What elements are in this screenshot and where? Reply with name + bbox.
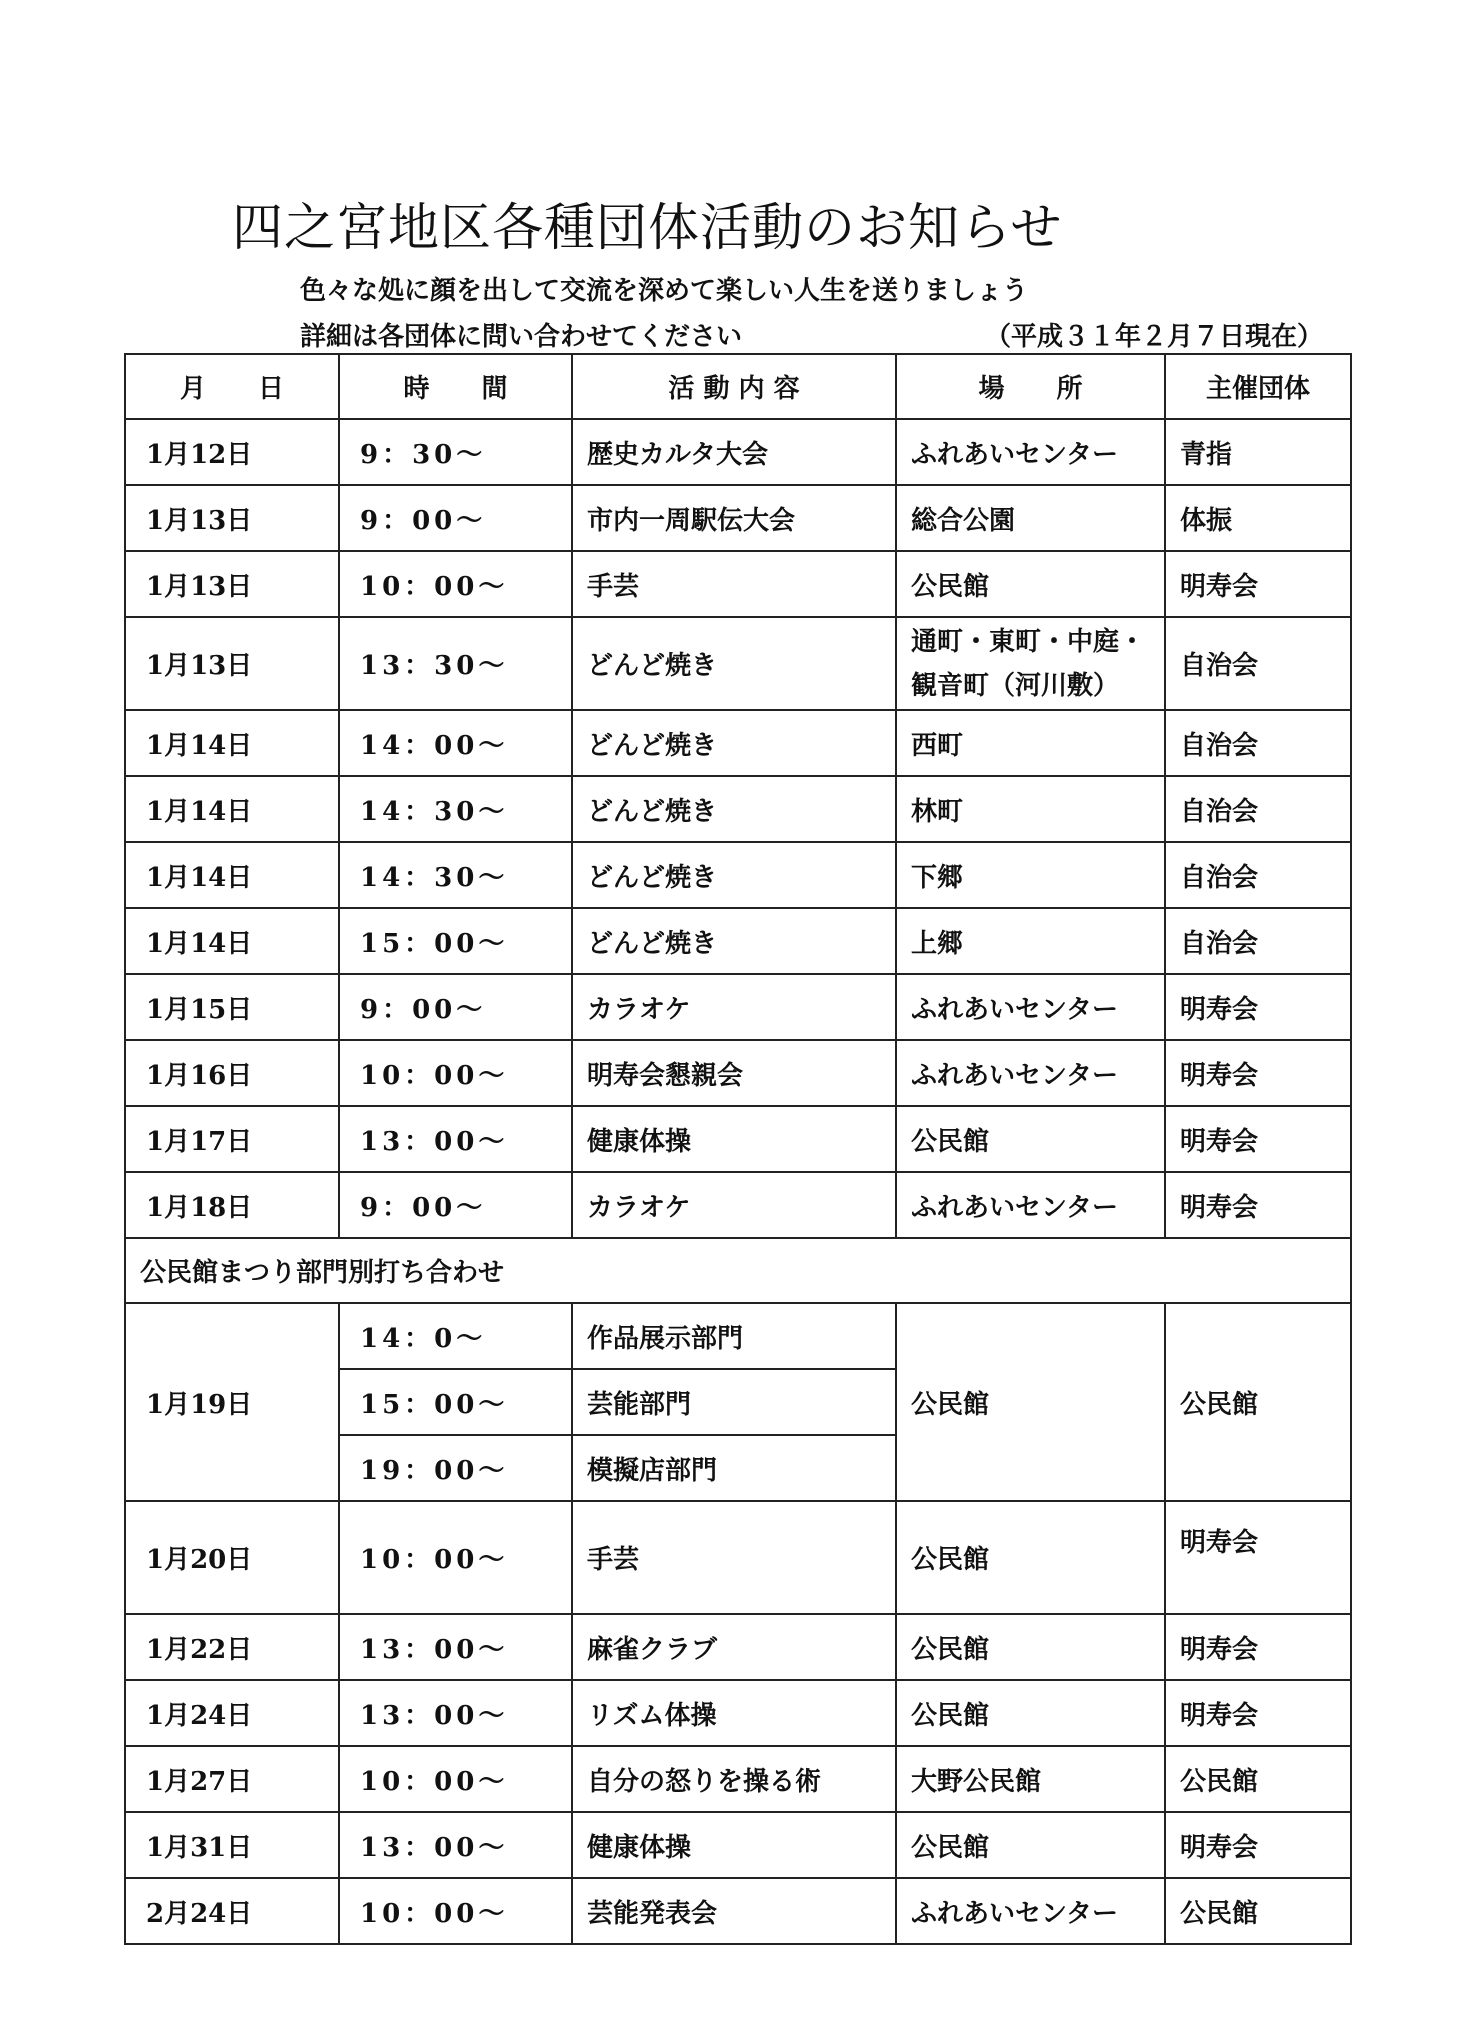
cell-organizer: 公民館	[1165, 1303, 1351, 1501]
as-of-date: （平成３１年２月７日現在）	[985, 322, 1324, 352]
cell-time: 13：00～	[339, 1812, 572, 1878]
cell-date: 1月27日	[125, 1746, 339, 1812]
cell-time: 14：30～	[339, 842, 572, 908]
cell-activity: 健康体操	[572, 1812, 896, 1878]
cell-time: 14：0～	[339, 1303, 572, 1369]
page-title: 四之宮地区各種団体活動のお知らせ	[232, 199, 1063, 258]
cell-organizer: 明寿会	[1165, 1614, 1351, 1680]
cell-time: 13：30～	[339, 617, 572, 710]
place-line: 観音町（河川敷）	[911, 670, 1120, 701]
cell-place: ふれあいセンター	[896, 1040, 1165, 1106]
cell-date: 1月16日	[125, 1040, 339, 1106]
cell-organizer: 明寿会	[1165, 1106, 1351, 1172]
cell-organizer: 明寿会	[1165, 974, 1351, 1040]
cell-place: ふれあいセンター	[896, 419, 1165, 485]
cell-place: 公民館	[896, 1303, 1165, 1501]
cell-time: 14：00～	[339, 710, 572, 776]
cell-place: ふれあいセンター	[896, 974, 1165, 1040]
cell-activity: どんど焼き	[572, 710, 896, 776]
table-row	[125, 1878, 1351, 1944]
table-row	[125, 842, 1351, 908]
cell-date: 1月13日	[125, 485, 339, 551]
cell-organizer: 自治会	[1165, 842, 1351, 908]
cell-activity: 手芸	[572, 1501, 896, 1614]
cell-place: 上郷	[896, 908, 1165, 974]
cell-time: 9：00～	[339, 485, 572, 551]
cell-date: 1月17日	[125, 1106, 339, 1172]
table-row	[125, 551, 1351, 617]
cell-organizer: 明寿会	[1165, 1812, 1351, 1878]
cell-organizer: 体振	[1165, 485, 1351, 551]
cell-organizer: 明寿会	[1165, 551, 1351, 617]
section-label: 公民館まつり部門別打ち合わせ	[125, 1238, 1351, 1303]
table-row	[125, 485, 1351, 551]
cell-organizer: 明寿会	[1165, 1040, 1351, 1106]
cell-activity: 歴史カルタ大会	[572, 419, 896, 485]
table-row	[125, 419, 1351, 485]
cell-organizer: 自治会	[1165, 710, 1351, 776]
table-row	[125, 1040, 1351, 1106]
cell-place: 公民館	[896, 1501, 1165, 1614]
cell-place: ふれあいセンター	[896, 1172, 1165, 1238]
cell-activity: 芸能発表会	[572, 1878, 896, 1944]
cell-organizer: 自治会	[1165, 776, 1351, 842]
cell-place: 公民館	[896, 1106, 1165, 1172]
cell-place: 公民館	[896, 1614, 1165, 1680]
cell-date: 1月12日	[125, 419, 339, 485]
cell-place: 大野公民館	[896, 1746, 1165, 1812]
table-row	[125, 1746, 1351, 1812]
cell-time: 10：00～	[339, 551, 572, 617]
cell-activity: どんど焼き	[572, 842, 896, 908]
cell-date: 2月24日	[125, 1878, 339, 1944]
cell-activity: 作品展示部門	[572, 1303, 896, 1369]
table-row	[125, 1303, 1351, 1369]
cell-date: 1月24日	[125, 1680, 339, 1746]
cell-activity: 模擬店部門	[572, 1435, 896, 1501]
header-time: 時 間	[339, 354, 572, 419]
cell-place: 公民館	[896, 1680, 1165, 1746]
table-row	[125, 1680, 1351, 1746]
table-row	[125, 1106, 1351, 1172]
cell-place: 西町	[896, 710, 1165, 776]
cell-organizer: 明寿会	[1165, 1172, 1351, 1238]
table-row	[125, 908, 1351, 974]
cell-activity: 明寿会懇親会	[572, 1040, 896, 1106]
cell-activity: 健康体操	[572, 1106, 896, 1172]
table-row	[125, 1172, 1351, 1238]
table-row	[125, 1501, 1351, 1614]
cell-date: 1月14日	[125, 842, 339, 908]
cell-place	[896, 617, 1165, 710]
cell-date: 1月31日	[125, 1812, 339, 1878]
cell-activity: 手芸	[572, 551, 896, 617]
place-line: 通町・東町・中庭・	[911, 626, 1146, 657]
table-row	[125, 776, 1351, 842]
cell-place: 公民館	[896, 551, 1165, 617]
cell-date: 1月20日	[125, 1501, 339, 1614]
cell-time: 10：00～	[339, 1501, 572, 1614]
cell-organizer: 青指	[1165, 419, 1351, 485]
cell-date: 1月14日	[125, 710, 339, 776]
cell-organizer: 自治会	[1165, 908, 1351, 974]
cell-activity: 芸能部門	[572, 1369, 896, 1435]
cell-time: 10：00～	[339, 1746, 572, 1812]
cell-activity: 麻雀クラブ	[572, 1614, 896, 1680]
cell-activity: カラオケ	[572, 974, 896, 1040]
cell-time: 15：00～	[339, 1369, 572, 1435]
cell-date: 1月18日	[125, 1172, 339, 1238]
cell-organizer: 明寿会	[1165, 1501, 1351, 1614]
cell-date: 1月19日	[125, 1303, 339, 1501]
cell-time: 13：00～	[339, 1680, 572, 1746]
cell-date: 1月14日	[125, 908, 339, 974]
cell-time: 9：00～	[339, 1172, 572, 1238]
schedule-table	[124, 353, 1352, 1945]
cell-organizer: 明寿会	[1165, 1680, 1351, 1746]
header-activity: 活 動 内 容	[572, 354, 896, 419]
cell-time: 15：00～	[339, 908, 572, 974]
cell-activity: どんど焼き	[572, 617, 896, 710]
cell-time: 13：00～	[339, 1106, 572, 1172]
table-row	[125, 1614, 1351, 1680]
cell-time: 13：00～	[339, 1614, 572, 1680]
cell-date: 1月15日	[125, 974, 339, 1040]
cell-date: 1月13日	[125, 551, 339, 617]
cell-activity: どんど焼き	[572, 908, 896, 974]
table-header-row	[125, 354, 1351, 419]
cell-organizer: 公民館	[1165, 1878, 1351, 1944]
cell-time: 19：00～	[339, 1435, 572, 1501]
section-row	[125, 1238, 1351, 1303]
cell-time: 10：00～	[339, 1878, 572, 1944]
cell-time: 9：00～	[339, 974, 572, 1040]
cell-place: 林町	[896, 776, 1165, 842]
cell-date: 1月13日	[125, 617, 339, 710]
cell-place: 総合公園	[896, 485, 1165, 551]
cell-organizer: 自治会	[1165, 617, 1351, 710]
cell-time: 9：30～	[339, 419, 572, 485]
table-row	[125, 974, 1351, 1040]
subtitle: 色々な処に顔を出して交流を深めて楽しい人生を送りましょう	[300, 276, 1029, 306]
cell-place: ふれあいセンター	[896, 1878, 1165, 1944]
cell-organizer: 公民館	[1165, 1746, 1351, 1812]
table-row	[125, 1812, 1351, 1878]
cell-date: 1月22日	[125, 1614, 339, 1680]
cell-place: 公民館	[896, 1812, 1165, 1878]
cell-activity: カラオケ	[572, 1172, 896, 1238]
header-place: 場 所	[896, 354, 1165, 419]
cell-date: 1月14日	[125, 776, 339, 842]
cell-activity: どんど焼き	[572, 776, 896, 842]
table-row	[125, 710, 1351, 776]
cell-activity: リズム体操	[572, 1680, 896, 1746]
contact-note: 詳細は各団体に問い合わせてください	[300, 322, 743, 352]
cell-place: 下郷	[896, 842, 1165, 908]
cell-activity: 自分の怒りを操る術	[572, 1746, 896, 1812]
header-date: 月 日	[125, 354, 339, 419]
header-organizer: 主催団体	[1165, 354, 1351, 419]
cell-time: 10：00～	[339, 1040, 572, 1106]
table-row	[125, 617, 1351, 710]
cell-activity: 市内一周駅伝大会	[572, 485, 896, 551]
cell-time: 14：30～	[339, 776, 572, 842]
